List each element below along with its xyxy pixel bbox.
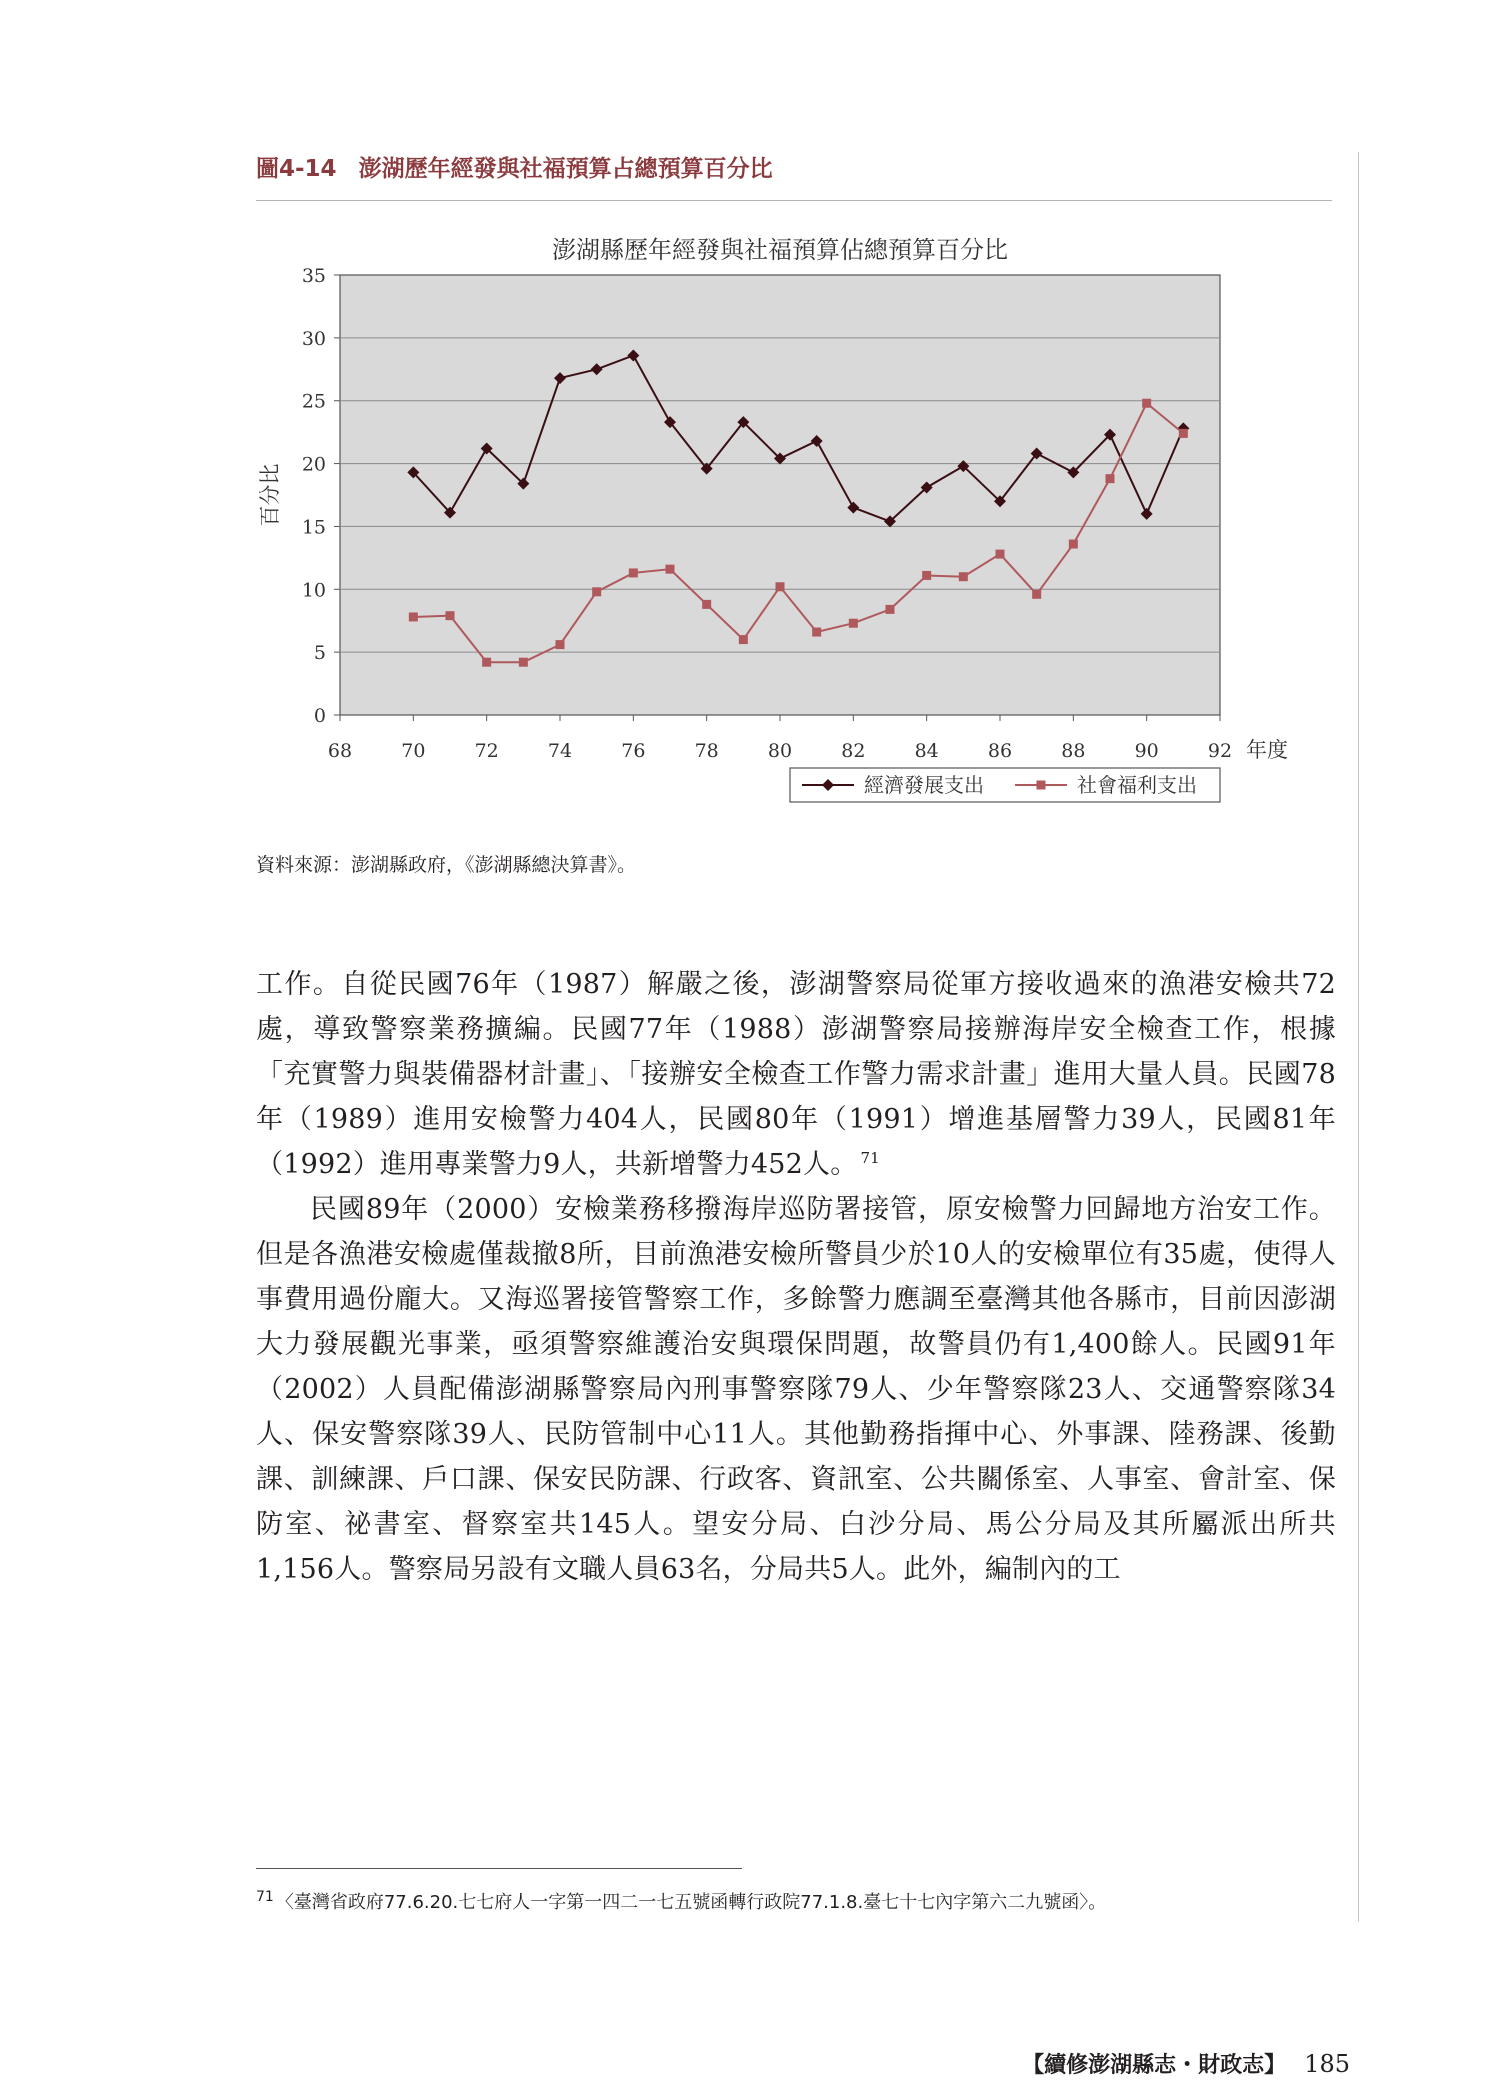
- data-point-square: [1142, 399, 1151, 408]
- data-point-square: [739, 635, 748, 644]
- data-point-square: [592, 587, 601, 596]
- data-point-square: [446, 611, 455, 620]
- paragraph-2-text: 民國89年（2000）安檢業務移撥海岸巡防署接管，原安檢警力回歸地方治安工作。但是各漁港安檢處僅裁撤8所，目前漁港安檢所警員少於10人的安檢單位有35處，使得人事費用過份龐大。又海巡署接管警察工作，多餘警力應調至臺灣其他各縣市，目前因澎湖大力發展觀光事業，亟須警察維護治安與環保問題，故警員仍有1,400餘人。民國91年（2002）人員配備澎湖縣警察局內刑事警察隊79人、少年警察隊23人、交通警察隊34人、保安警察隊39人、民防管制中心11人。其他勤務指揮中心、外事課、陸務課、後勤課、訓練課、戶口課、保安民防課、行政客、資訊室、公共關係室、人事室、會計室、保防室、祕書室、督察室共145人。望安分局、白沙分局、馬公分局及其所屬派出所共1,156人。警察局另設有文職人員63名，分局共5人。此外，編制內的工: [256, 1194, 1336, 1585]
- data-point-square: [629, 568, 638, 577]
- chart-title: 澎湖縣歷年經發與社福預算佔總預算百分比: [552, 236, 1008, 264]
- paragraph-1-text: 工作。自從民國76年（1987）解嚴之後，澎湖警察局從軍方接收過來的漁港安檢共72處，導致警察業務擴編。民國77年（1988）澎湖警察局接辦海岸安全檢查工作，根據「充實警力與裝備器材計畫」、「接辦安全檢查工作警力需求計畫」進用大量人員。民國78年（1989）進用安檢警力404人，民國80年（1991）增進基層警力39人，民國81年（1992）進用專業警力9人，共新增警力452人。: [256, 969, 1336, 1180]
- data-point-square: [1106, 474, 1115, 483]
- page-footer: [1022, 2048, 1350, 2079]
- y-tick-label: 15: [301, 516, 326, 539]
- data-point-square: [519, 658, 528, 667]
- paragraph-1: [256, 962, 1336, 1187]
- book-title: 【續修澎湖縣志・財政志】: [1022, 2052, 1287, 2078]
- data-point-square: [482, 658, 491, 667]
- y-tick-label: 5: [313, 642, 326, 665]
- data-point-square: [556, 640, 565, 649]
- data-point-square: [1032, 590, 1041, 599]
- data-point-square: [1179, 429, 1188, 438]
- x-tick-label: 88: [1061, 740, 1086, 762]
- y-tick-label: 35: [301, 265, 326, 287]
- x-tick-label: 78: [694, 740, 719, 762]
- data-point-square: [996, 550, 1005, 559]
- data-point-square: [409, 612, 418, 621]
- figure-number: 圖4-14: [256, 156, 337, 182]
- footnote-rule: [256, 1868, 742, 1869]
- footnote-text: 〈臺灣省政府77.6.20.七七府人一字第一四二一七五號函轉行政院77.1.8.臺七十七內字第六二九號函〉。: [275, 1892, 1107, 1913]
- x-tick-label: 82: [841, 740, 866, 762]
- x-tick-label: 68: [327, 740, 353, 762]
- paragraph-2: [256, 1187, 1336, 1592]
- margin-rule: [1358, 152, 1359, 1922]
- y-tick-label: 25: [301, 390, 326, 413]
- source-note: 資料來源：澎湖縣政府，《澎湖縣總決算書》。: [256, 854, 637, 876]
- y-axis-label: 百分比: [258, 463, 282, 527]
- y-tick-label: 10: [301, 579, 326, 602]
- data-point-square: [959, 572, 968, 581]
- data-point-square: [922, 571, 931, 580]
- legend-label: 經濟發展支出: [864, 773, 984, 797]
- x-tick-label: 76: [621, 740, 646, 762]
- figure-title: [256, 150, 773, 183]
- title-rule: [256, 200, 1332, 201]
- x-tick-label: 90: [1134, 740, 1159, 762]
- x-tick-label: 80: [767, 740, 793, 762]
- line-chart: [240, 220, 1300, 830]
- x-tick-label: 74: [547, 740, 573, 762]
- x-tick-label: 72: [474, 740, 499, 762]
- data-point-square: [886, 605, 895, 614]
- data-point-square: [849, 619, 858, 628]
- footnote-ref[interactable]: 71: [860, 1149, 880, 1167]
- x-tick-label: 84: [914, 740, 939, 762]
- x-axis-label: 年度: [1246, 738, 1288, 762]
- data-point-square: [1069, 540, 1078, 549]
- x-tick-label: 70: [401, 740, 426, 762]
- y-tick-label: 20: [301, 453, 326, 476]
- plot-area: [340, 275, 1220, 715]
- data-point-square: [812, 628, 821, 637]
- data-point-square: [776, 582, 785, 591]
- figure-caption: 澎湖歷年經發與社福預算占總預算百分比: [358, 156, 773, 182]
- legend-label: 社會福利支出: [1077, 773, 1197, 797]
- x-tick-label: 92: [1207, 740, 1233, 762]
- y-tick-label: 30: [301, 327, 326, 350]
- body-text: [256, 962, 1336, 1592]
- page-number: 185: [1304, 2050, 1350, 2078]
- data-point-square: [702, 600, 711, 609]
- y-tick-label: 0: [313, 705, 326, 727]
- legend-marker-square: [1037, 781, 1046, 790]
- x-tick-label: 86: [987, 740, 1013, 762]
- data-point-square: [666, 565, 675, 574]
- footnote-number: 71: [256, 1889, 274, 1905]
- footnote: [256, 1888, 1106, 1914]
